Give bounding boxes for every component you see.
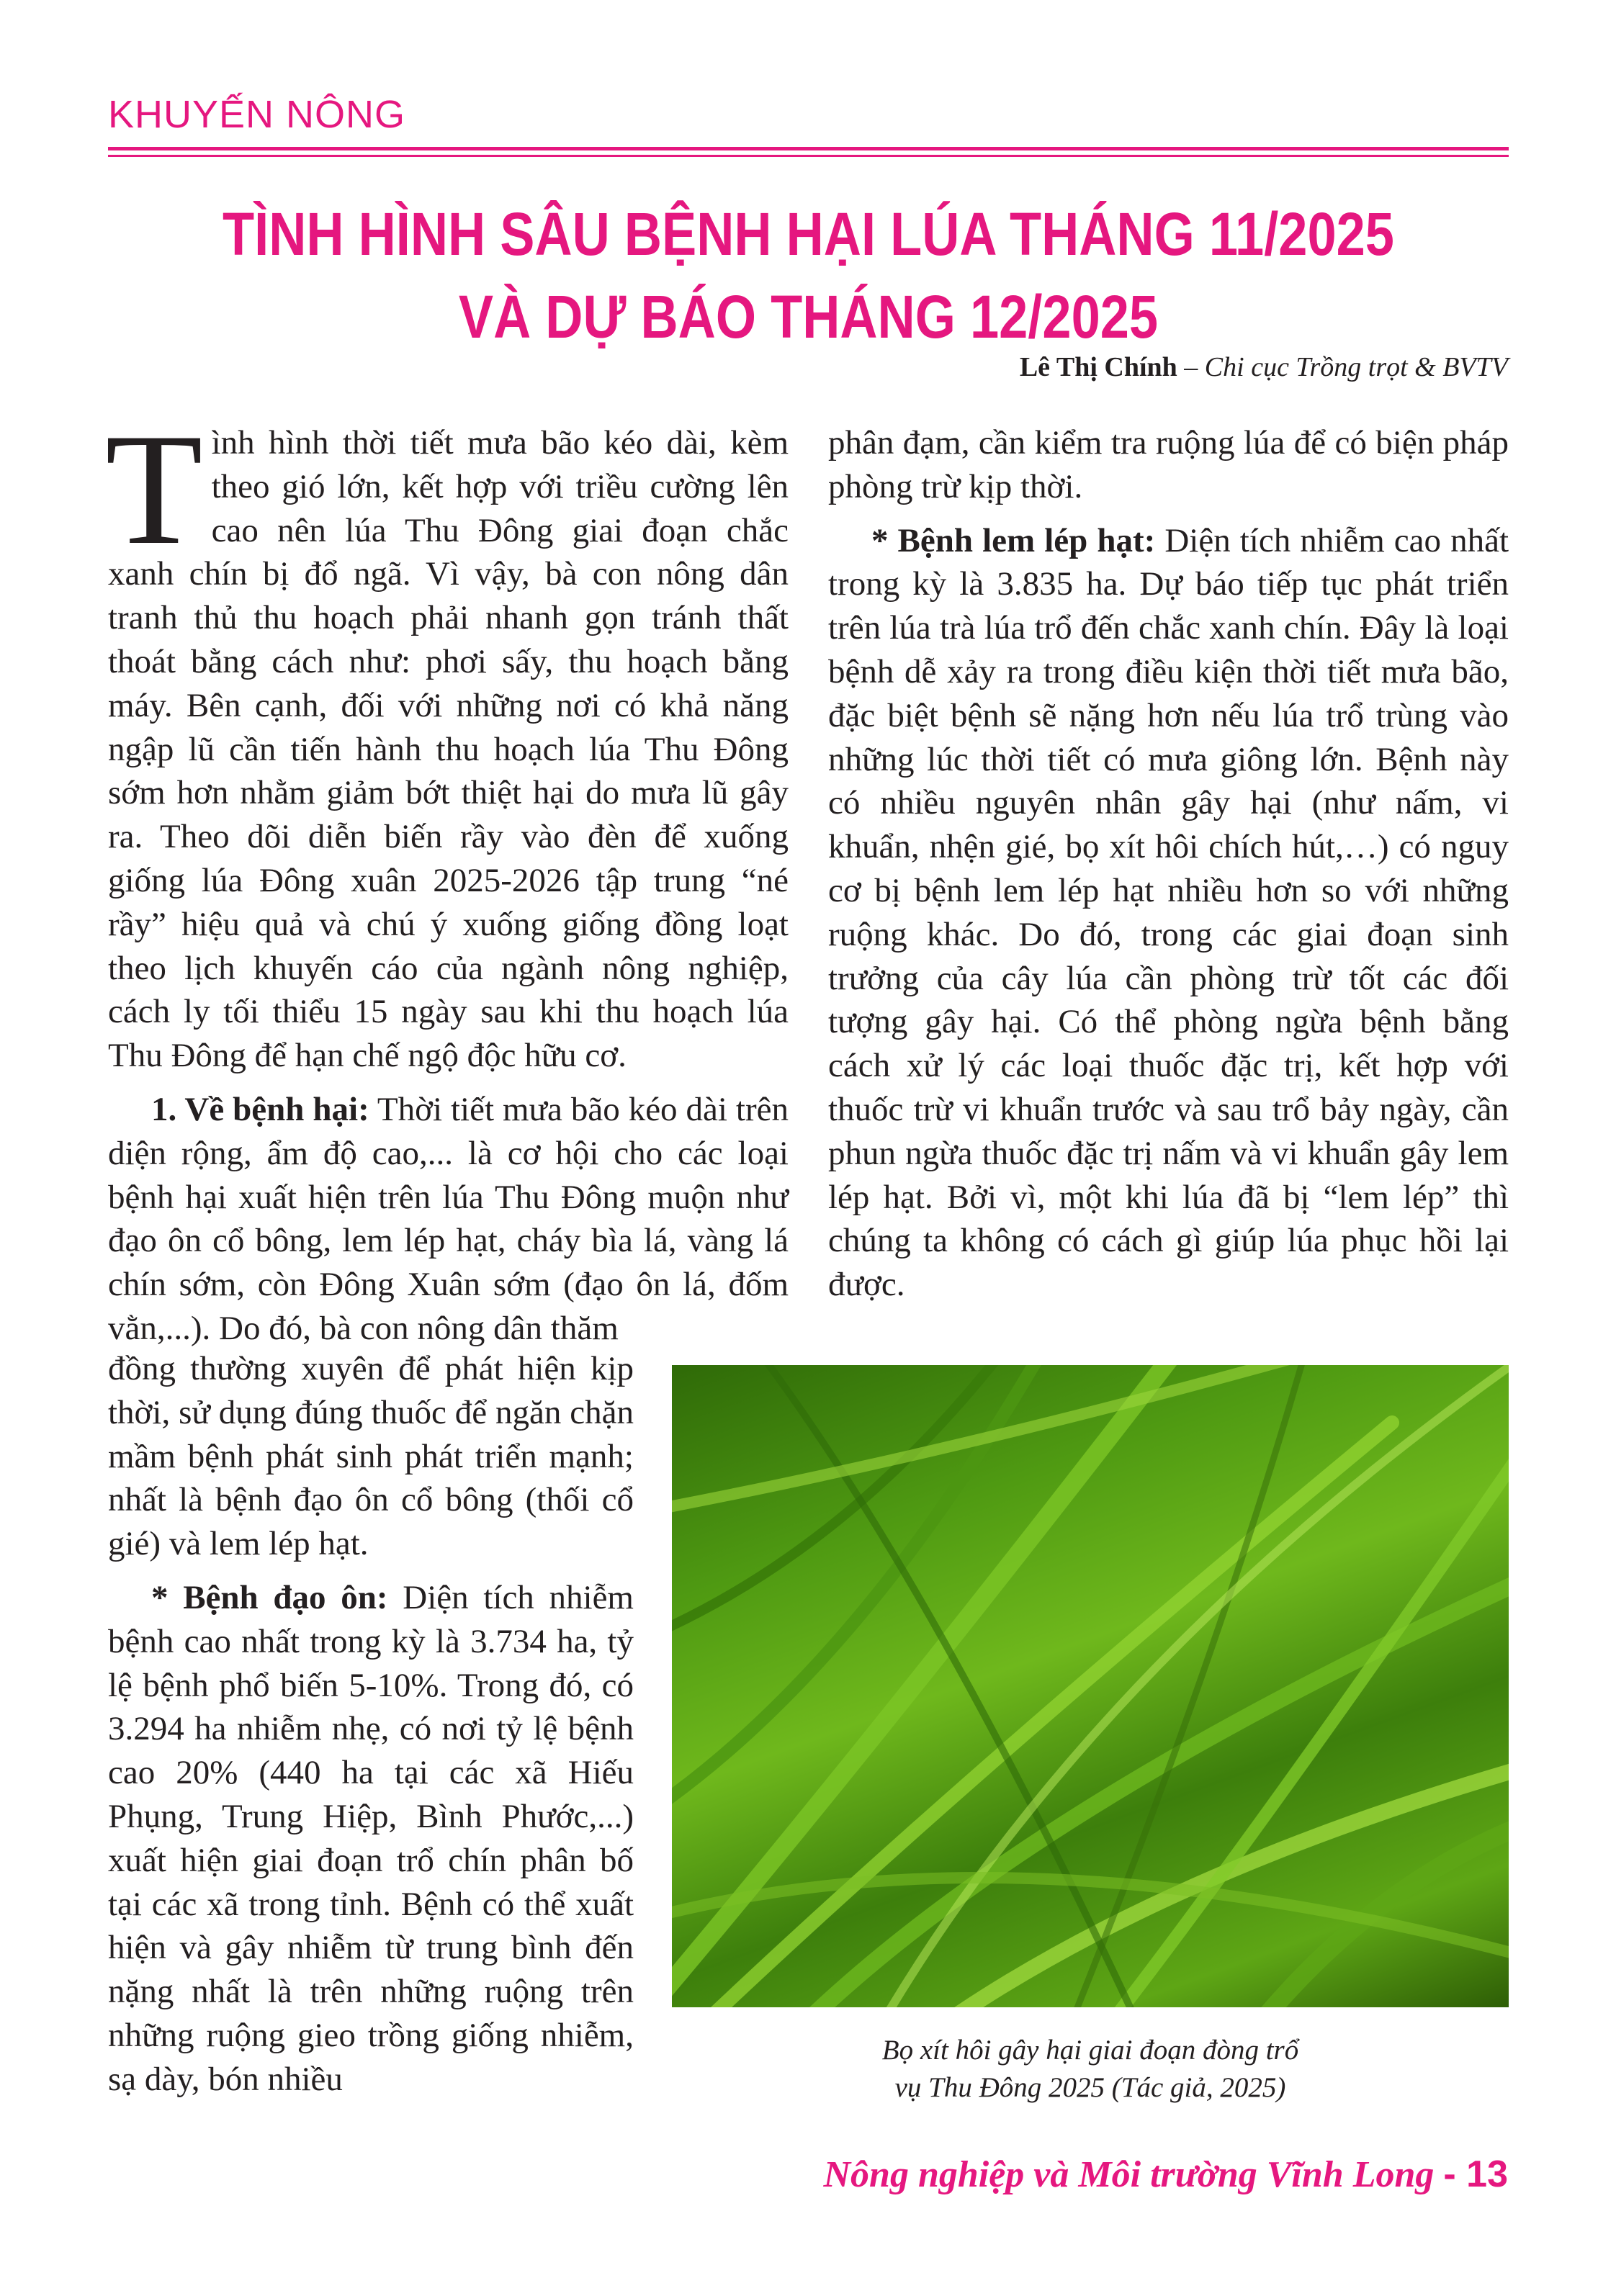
intro-text: ình hình thời tiết mưa bão kéo dài, kèm theo gió lớn, kết hợp với triều cường lên cao nên lúa Thu Đông giai đoạn chắc xanh chín bị đổ ngã. Vì vậy, bà con nông dân tranh thủ thu hoạch phải nhanh gọn tránh thất thoát bằng cách như: phơi sấy, thu hoạch bằng máy. Bên cạnh, đối với những nơi có khả năng ngập lũ cần tiến hành thu hoạch lúa Thu Đông sớm hơn nhằm giảm bớt thiệt hại do mưa lũ gây ra. Theo dõi diễn biến rầy vào đèn để xuống giống lúa Đông xuân 2025-2026 tập trung “né rầy” hiệu quả và chú ý xuống giống đồng loạt theo lịch khuyến cáo của ngành nông nghiệp, cách ly tối thiểu 15 ngày sau khi thu hoạch lúa Thu Đông để hạn chế ngộ độc hữu cơ. bbox=[108, 424, 789, 1075]
title-line-2: VÀ DỰ BÁO THÁNG 12/2025 bbox=[458, 283, 1159, 351]
caption-line-2: vụ Thu Đông 2025 (Tác giả, 2025) bbox=[894, 2072, 1286, 2103]
byline-separator: – bbox=[1177, 352, 1205, 382]
rice-leaves-illustration bbox=[672, 1365, 1509, 2007]
section-1-paragraph bbox=[108, 1088, 789, 1351]
section-1-text: Thời tiết mưa bão kéo dài trên diện rộng, ẩm độ cao,... là cơ hội cho các loại bệnh hại xuất hiện trên lúa Thu Đông muộn như đạo ôn cổ bông, lem lép hạt, cháy bìa lá, vàng lá chín sớm, còn Đông Xuân sớm (đạo ôn lá, đốm vằn,...). Do đó, bà con nông dân thăm bbox=[108, 1090, 789, 1347]
left-column bbox=[105, 401, 789, 1351]
title-line-1: TÌNH HÌNH SÂU BỆNH HẠI LÚA THÁNG 11/2025 bbox=[222, 200, 1394, 268]
photo-caption bbox=[672, 2032, 1509, 2107]
intro-paragraph bbox=[105, 401, 789, 1078]
rice-field-photo bbox=[672, 1365, 1509, 2007]
left-column-lower bbox=[108, 1347, 634, 2102]
page-number: - 13 bbox=[1443, 2153, 1508, 2195]
header-rule-thin bbox=[108, 155, 1509, 157]
magazine-name: Nông nghiệp và Môi trường Vĩnh Long bbox=[823, 2154, 1435, 2195]
grain-discoloration-heading: * Bệnh lem lép hạt: bbox=[871, 521, 1156, 559]
blast-disease-text: Diện tích nhiễm bệnh cao nhất trong kỳ là 3.734 ha, tỷ lệ bệnh phổ biến 5-10%. Trong đó, có 3.294 ha nhiễm nhẹ, có nơi tỷ lệ bệnh cao 20% (440 ha tại các xã Hiếu Phụng, Trung Hiệp, Bình Phước,...) xuất hiện giai đoạn trổ chín phân bố tại các xã trong tỉnh. Bệnh có thể xuất hiện và gây nhiễm từ trung bình đến nặng nhất là trên những ruộng trên những ruộng gieo trồng giống nhiễm, sạ dày, bón nhiều bbox=[108, 1578, 634, 2098]
blast-disease-continuation: phân đạm, cần kiểm tra ruộng lúa để có biện pháp phòng trừ kịp thời. bbox=[828, 424, 1509, 505]
byline bbox=[1020, 351, 1508, 383]
section-1-heading: 1. Về bệnh hại: bbox=[151, 1090, 369, 1128]
section-1-continuation: đồng thường xuyên để phát hiện kịp thời, sử dụng đúng thuốc để ngăn chặn mầm bệnh phát sinh phát triển mạnh; nhất là bệnh đạo ôn cổ bông (thối cổ gié) và lem lép hạt. bbox=[108, 1350, 634, 1563]
author-name: Lê Thị Chính bbox=[1019, 352, 1177, 382]
right-column bbox=[828, 421, 1509, 1307]
caption-line-1: Bọ xít hôi gây hại giai đoạn đòng trổ bbox=[881, 2035, 1299, 2066]
grain-discoloration-text: Diện tích nhiễm cao nhất trong kỳ là 3.835 ha. Dự báo tiếp tục phát triển trên lúa trà lúa trổ đến chắc xanh chín. Đây là loại bệnh dễ xảy ra trong điều kiện thời tiết mưa bão, đặc biệt bệnh sẽ nặng hơn nếu lúa trổ trùng vào những lúc thời tiết có mưa giông lớn. Bệnh này có nhiều nguyên nhân gây hại (như nấm, vi khuẩn, nhện gié, bọ xít hôi chích hút,…) có nguy cơ bị bệnh lem lép hạt nhiều hơn so với những ruộng khác. Do đó, trong các giai đoạn sinh trưởng của cây lúa cần phòng trừ tốt các đối tượng gây hại. Có thể phòng ngừa bệnh bằng cách xử lý các loại thuốc đặc trị, kết hợp với thuốc trừ vi khuẩn trước và sau trổ bảy ngày, cần phun ngừa thuốc đặc trị nấm và vi khuẩn gây lem lép hạt. Bởi vì, một khi lúa đã bị “lem lép” thì chúng ta không có cách gì giúp lúa phục hồi lại được. bbox=[828, 521, 1509, 1304]
article-title bbox=[108, 193, 1509, 359]
grain-discoloration-paragraph bbox=[828, 519, 1509, 1307]
page-footer bbox=[823, 2153, 1508, 2196]
blast-disease-heading: * Bệnh đạo ôn: bbox=[151, 1578, 388, 1616]
author-organization: Chi cục Trồng trọt & BVTV bbox=[1204, 352, 1508, 382]
header-rule bbox=[108, 147, 1509, 150]
blast-disease-paragraph bbox=[108, 1576, 634, 2102]
drop-cap: T bbox=[105, 401, 203, 578]
section-label: KHUYẾN NÔNG bbox=[108, 93, 406, 136]
